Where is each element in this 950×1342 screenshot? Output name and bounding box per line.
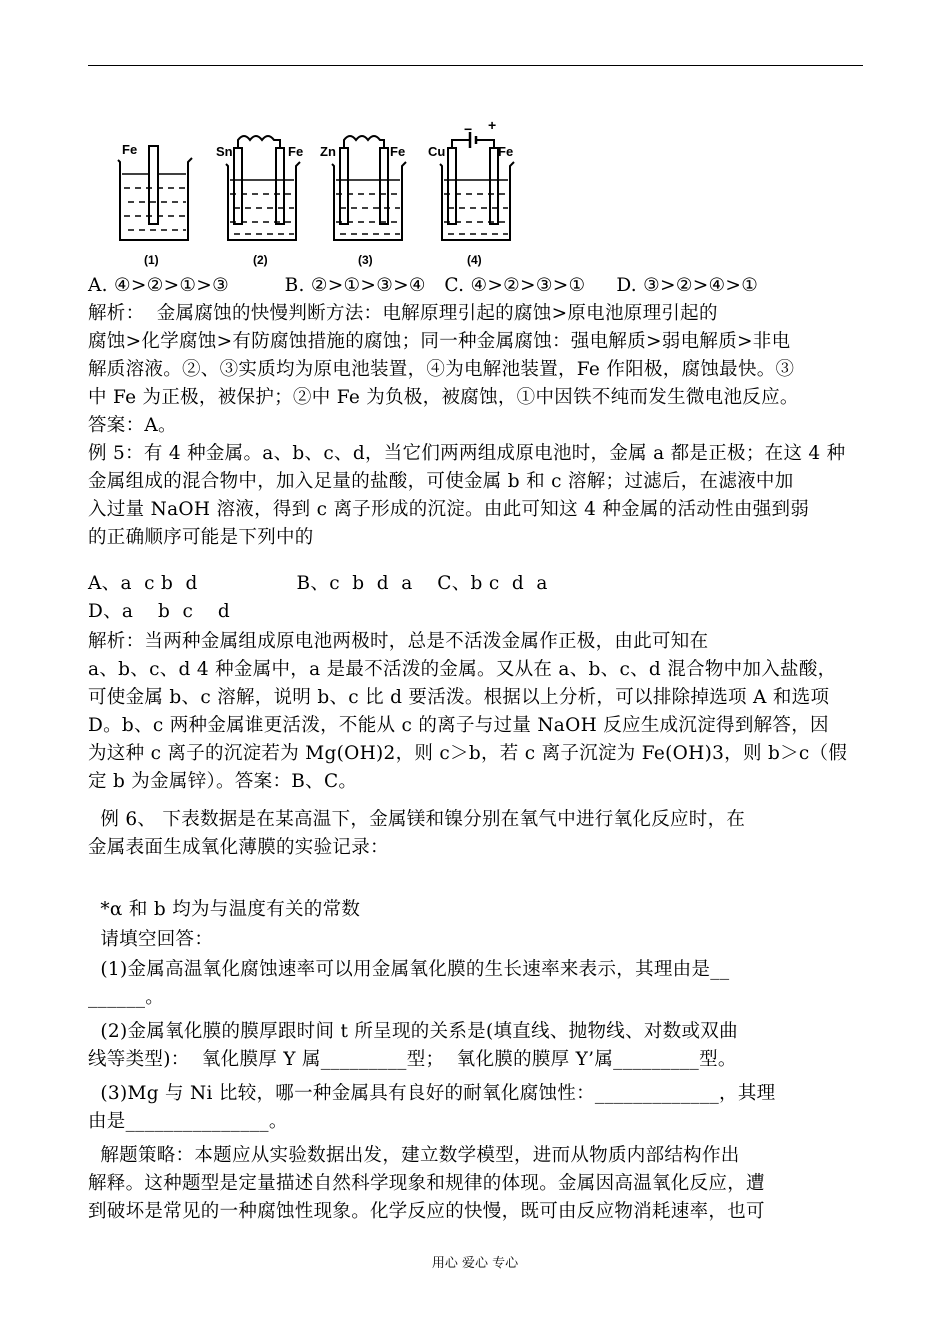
beaker-3-left-label: Zn xyxy=(320,144,336,159)
text-line: 线等类型)： 氧化膜厚 Y 属_________型； 氧化膜的膜厚 Y’属_________型。 xyxy=(88,1049,737,1070)
options-line: A、a c b d B、c b d a C、b c d a xyxy=(88,573,548,594)
text-line: ______。 xyxy=(88,987,165,1008)
header-rule xyxy=(88,65,863,66)
text-line: 可使金属 b、c 溶解，说明 b、c 比 d 要活泼。根据以上分析，可以排除掉选项 A 和选项 xyxy=(88,687,830,708)
text-line: 解析： 金属腐蚀的快慢判断方法：电解原理引起的腐蚀>原电池原理引起的 xyxy=(88,303,718,324)
beaker-4 xyxy=(428,118,514,267)
text-line: 入过量 NaOH 溶液，得到 c 离子形成的沉淀。由此可知这 4 种金属的活动性由强到弱 xyxy=(88,499,810,520)
text-line: 解题策略：本题应从实验数据出发，建立数学模型，进而从物质内部结构作出 xyxy=(88,1145,740,1166)
beaker-2 xyxy=(216,136,303,267)
beaker-2-number: (2) xyxy=(253,253,268,267)
beaker-4-right-label: Fe xyxy=(498,144,514,159)
text-line: 到破坏是常见的一种腐蚀性现象。化学反应的快慢，既可由反应物消耗速率，也可 xyxy=(88,1201,765,1222)
beaker-3 xyxy=(320,136,406,267)
text-line: 答案：A。 xyxy=(88,415,177,436)
beaker-2-right-label: Fe xyxy=(288,144,304,159)
beaker-1-number: (1) xyxy=(144,253,159,267)
plus-sign: + xyxy=(488,118,497,133)
text-line: 解释。这种题型是定量描述自然科学现象和规律的体现。金属因高温氧化反应，遭 xyxy=(88,1173,765,1194)
text-line: (1)金属高温氧化腐蚀速率可以用金属氧化膜的生长速率来表示，其理由是__ xyxy=(88,959,730,980)
beaker-2-left-label: Sn xyxy=(216,144,233,159)
beaker-3-number: (3) xyxy=(358,253,373,267)
text-line: 例 6、 下表数据是在某高温下，金属镁和镍分别在氧气中进行氧化反应时，在 xyxy=(88,809,746,830)
text-line: 金属表面生成氧化薄膜的实验记录： xyxy=(88,837,389,858)
beaker-3-right-label: Fe xyxy=(390,144,406,159)
text-line: 腐蚀>化学腐蚀>有防腐蚀措施的腐蚀；同一种金属腐蚀：强电解质>弱电解质>非电 xyxy=(88,331,791,352)
text-line: 定 b 为金属锌）。答案：B、C。 xyxy=(88,771,358,792)
beaker-4-number: (4) xyxy=(467,253,482,267)
beaker-1 xyxy=(118,142,192,267)
answer-options-line: A. ④>②>①>③ B. ②>①>③>④ C. ④>②>③>① D. ③>②>④>① xyxy=(88,275,759,296)
text-line: 中 Fe 为正极，被保护；②中 Fe 为负极，被腐蚀，①中因铁不纯而发生微电池反应。 xyxy=(88,387,799,408)
text-line: 例 5：有 4 种金属。a、b、c、d，当它们两两组成原电池时，金属 a 都是正极；在这 4 种 xyxy=(88,443,846,464)
beaker-4-left-label: Cu xyxy=(428,144,446,159)
text-line: 请填空回答： xyxy=(88,929,214,950)
text-line: 金属组成的混合物中，加入足量的盐酸，可使金属 b 和 c 溶解；过滤后，在滤液中加 xyxy=(88,471,794,492)
page-footer: 用心 爱心 专心 xyxy=(431,1256,519,1271)
text-line: D。b、c 两种金属谁更活泼，不能从 c 的离子与过量 NaOH 反应生成沉淀得到解答，因 xyxy=(88,715,829,736)
text-line: a、b、c、d 4 种金属中，a 是最不活泼的金属。又从在 a、b、c、d 混合物中加入盐酸， xyxy=(88,659,837,680)
minus-sign: − xyxy=(464,121,473,137)
text-line: 为这种 c 离子的沉淀若为 Mg(OH)2，则 c＞b，若 c 离子沉淀为 Fe(OH)3，则 b＞c（假 xyxy=(88,743,848,764)
beaker-1-electrode-label: Fe xyxy=(122,142,138,157)
electrochemistry-figure xyxy=(110,118,530,270)
text-line: *α 和 b 均为与温度有关的常数 xyxy=(88,899,361,920)
text-line: 由是_______________。 xyxy=(88,1111,288,1132)
text-line: (2)金属氧化膜的膜厚跟时间 t 所呈现的关系是(填直线、抛物线、对数或双曲 xyxy=(88,1021,738,1042)
text-line: 解质溶液。②、③实质均为原电池装置，④为电解池装置，Fe 作阳极，腐蚀最快。③ xyxy=(88,359,795,380)
text-line: (3)Mg 与 Ni 比较，哪一种金属具有良好的耐氧化腐蚀性：_____________，其理 xyxy=(88,1083,776,1104)
text-line: 解析：当两种金属组成原电池两极时，总是不活泼金属作正极，由此可知在 xyxy=(88,631,709,652)
text-line: 的正确顺序可能是下列中的 xyxy=(88,527,314,548)
options-line: D、a b c d xyxy=(88,601,231,622)
